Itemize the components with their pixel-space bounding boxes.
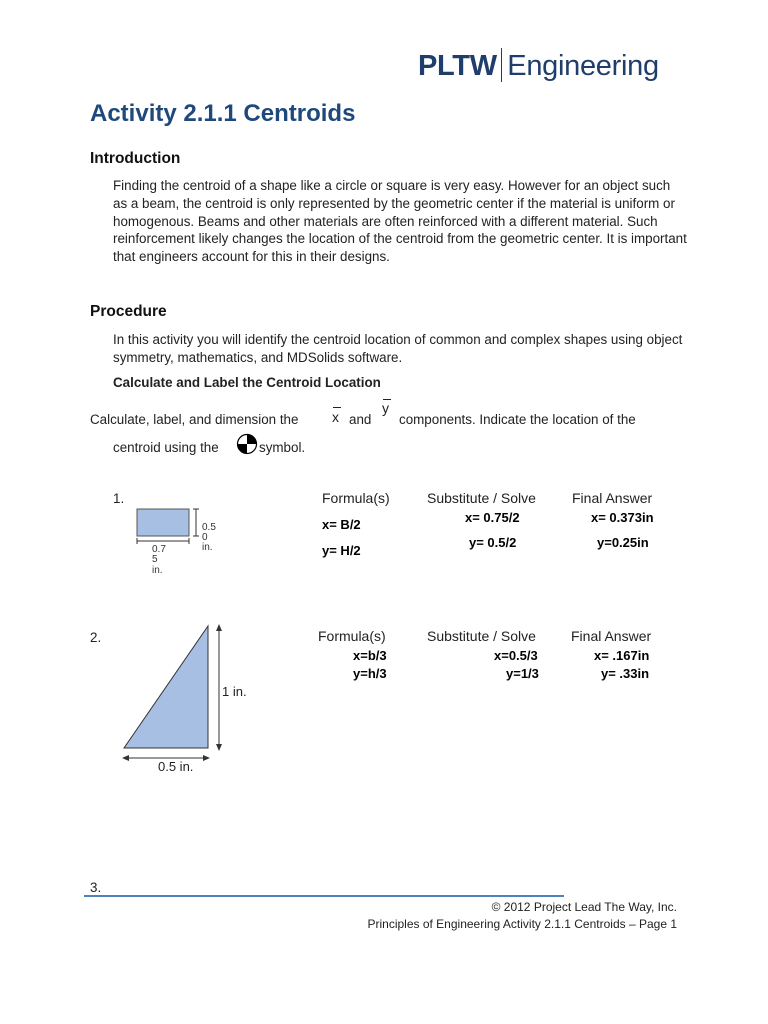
- introduction-text: Finding the centroid of a shape like a circle or square is very easy. However for an object such as a beam, the centroid is only represented by the geometric center if the material is uniform or homogenous. Beams and other materials are often reinforced with a different material. Such reinforcement likely changes the location of the centroid from the geometric center. It is important that engineers account for this in their designs.: [113, 178, 687, 265]
- instruction-text-4: symbol.: [259, 440, 306, 455]
- instruction-text-1: Calculate, label, and dimension the: [90, 412, 299, 427]
- x-bar-symbol: x: [332, 409, 339, 425]
- height-label-1: 0.5: [202, 522, 216, 533]
- width-label: 0.5 in.: [158, 759, 194, 774]
- problem-1-formula-header: Formula(s): [322, 490, 390, 506]
- problem-2-final-x: x= .167in: [594, 648, 650, 663]
- instruction-text-3: centroid using the: [113, 440, 219, 455]
- problem-2-number: 2.: [90, 630, 102, 645]
- procedure-subheading: Calculate and Label the Centroid Location: [113, 375, 381, 390]
- introduction-heading: Introduction: [90, 150, 181, 167]
- problem-2-solve-x: x=0.5/3: [494, 648, 538, 663]
- problem-1-number: 1.: [113, 491, 125, 506]
- width-label-1: 0.7: [152, 544, 166, 555]
- logo-brand: PLTW: [418, 50, 497, 82]
- problem-1-final-x: x= 0.373in: [591, 510, 654, 525]
- page-title: Activity 2.1.1 Centroids: [90, 100, 356, 127]
- procedure-heading: Procedure: [90, 303, 167, 320]
- problem-1-final-y: y=0.25in: [597, 535, 649, 550]
- footer-course-line: Principles of Engineering Activity 2.1.1 Centroids – Page 1: [367, 917, 677, 931]
- problem-1-final-header: Final Answer: [572, 490, 653, 506]
- problem-2-formula-header: Formula(s): [318, 628, 386, 644]
- pltw-engineering-logo: [418, 48, 659, 83]
- footer-divider: [84, 895, 564, 897]
- y-bar-symbol: y: [382, 400, 389, 416]
- width-label-2: 5: [152, 554, 158, 565]
- triangle-shape: [124, 626, 208, 748]
- problem-1-formula-y: y= H/2: [322, 543, 361, 558]
- problem-1-formula-x: x= B/2: [322, 517, 361, 532]
- problem-2-substitute-header: Substitute / Solve: [427, 628, 536, 644]
- rectangle-shape: [137, 509, 189, 536]
- problem-2-formula-y: y=h/3: [353, 666, 387, 681]
- problem-2-final-header: Final Answer: [571, 628, 652, 644]
- height-label: 1 in.: [222, 684, 247, 699]
- centroid-symbol-icon: [236, 433, 258, 455]
- footer-copyright: © 2012 Project Lead The Way, Inc.: [491, 900, 677, 914]
- problem-3-number: 3.: [90, 880, 102, 895]
- instruction-text-2: components. Indicate the location of the: [399, 412, 636, 427]
- problem-2-final-y: y= .33in: [601, 666, 650, 681]
- height-label-3: in.: [202, 542, 213, 553]
- and-word: and: [349, 412, 372, 427]
- problem-1-rectangle-figure: [128, 505, 228, 577]
- logo-product: Engineering: [507, 50, 659, 82]
- logo-divider: [501, 48, 503, 82]
- problem-1-substitute-header: Substitute / Solve: [427, 490, 536, 506]
- width-label-3: in.: [152, 565, 163, 576]
- problem-1-solve-x: x= 0.75/2: [465, 510, 520, 525]
- problem-2-formula-x: x=b/3: [353, 648, 387, 663]
- height-label-2: 0: [202, 532, 208, 543]
- procedure-text: In this activity you will identify the centroid location of common and complex shapes using object symmetry, mathematics, and MDSolids software.: [113, 332, 683, 365]
- problem-2-solve-y: y=1/3: [506, 666, 539, 681]
- problem-1-solve-y: y= 0.5/2: [469, 535, 517, 550]
- problem-2-triangle-figure: [118, 622, 258, 777]
